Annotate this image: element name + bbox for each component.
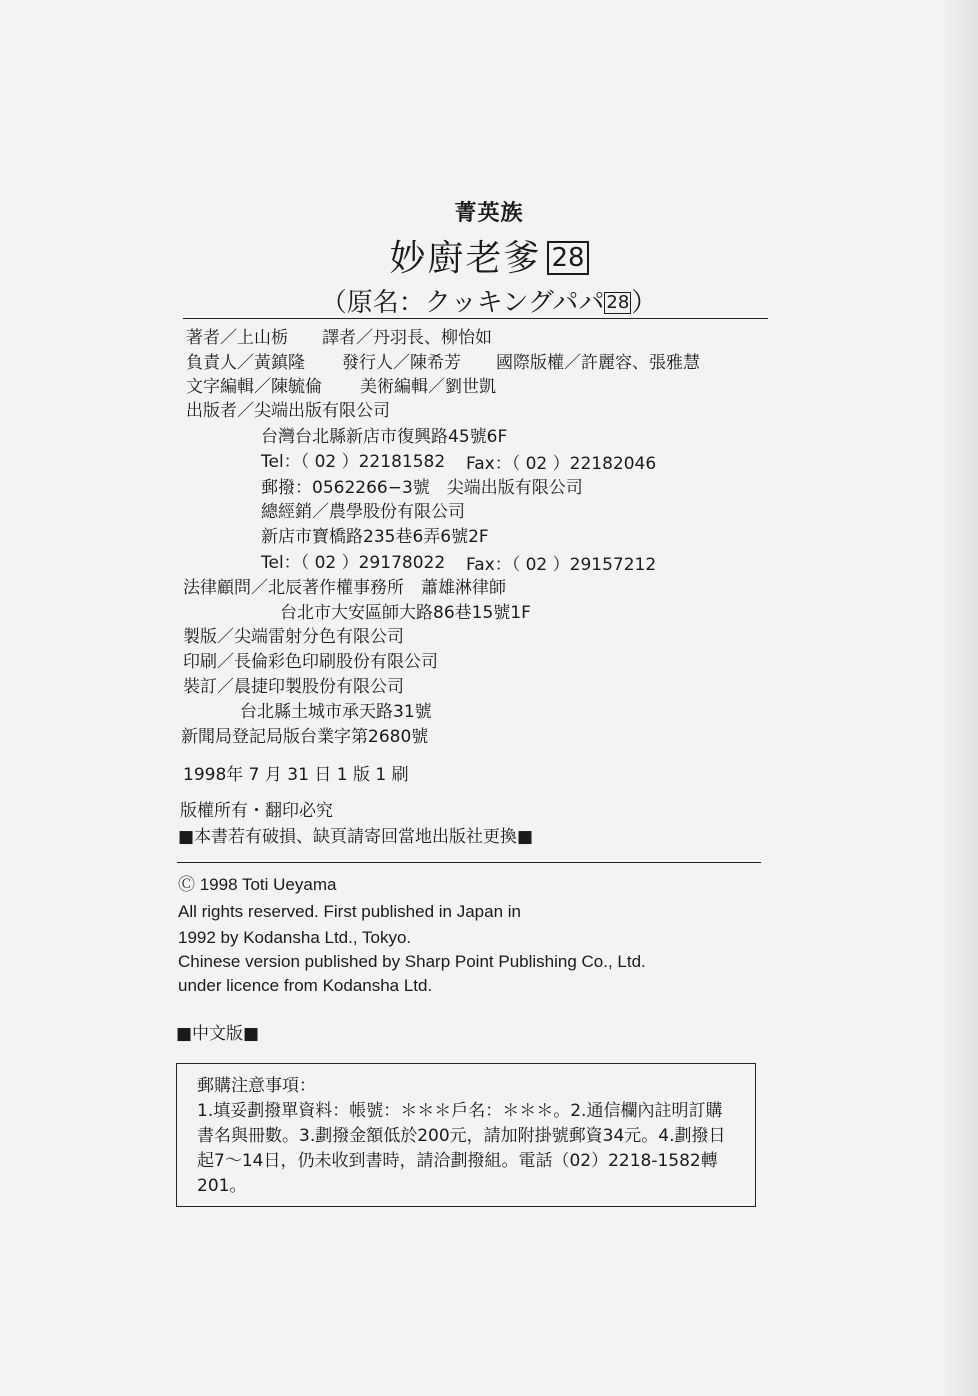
series-name: 菁英族 bbox=[454, 201, 524, 226]
credit-responsible: 負責人／黃鎮隆 bbox=[186, 353, 305, 373]
rights-reserved: 版權所有・翻印必究 bbox=[180, 801, 333, 821]
edition-date: 1998年 7 月 31 日 1 版 1 刷 bbox=[183, 765, 409, 785]
credit-text-editor: 文字編輯／陳毓倫 bbox=[186, 377, 322, 397]
original-title-close: ） bbox=[631, 288, 658, 318]
copyright-line-2: All rights reserved. First published in Japan in bbox=[178, 902, 521, 921]
copyright-line-3: 1992 by Kodansha Ltd., Tokyo. bbox=[178, 928, 412, 947]
distributor-fax: Fax：（ 02 ）29157212 bbox=[466, 555, 657, 575]
copyright-line-5: under licence from Kodansha Ltd. bbox=[178, 976, 433, 995]
credit-rights: 國際版權／許麗容、張雅慧 bbox=[496, 353, 700, 373]
header-rule bbox=[183, 318, 768, 319]
credit-legal: 法律顧問／北辰著作權事務所 蕭雄淋律師 bbox=[183, 578, 506, 598]
credit-author: 著者／上山栃 bbox=[186, 328, 288, 348]
notice-body: 1.填妥劃撥單資料：帳號：＊＊＊戶名：＊＊＊。2.通信欄內註明訂購書名與冊數。3.劃撥金額低於200元，請加附掛號郵資34元。4.劃撥日起7～14日，仍未收到書時，請洽劃撥組。電話（02）2218-1582轉201。 bbox=[197, 1101, 726, 1196]
credit-distributor: 總經銷／農學股份有限公司 bbox=[261, 502, 465, 522]
original-volume-box: 28 bbox=[606, 292, 630, 313]
copyright-line-4: Chinese version published by Sharp Point Publishing Co., Ltd. bbox=[178, 952, 646, 971]
postal-account: 郵撥：0562266−3號 尖端出版有限公司 bbox=[261, 478, 583, 498]
book-title-row bbox=[0, 230, 978, 281]
distributor-address: 新店市寶橋路235巷6弄6號2F bbox=[261, 527, 489, 547]
mail-order-notice-box bbox=[176, 1063, 756, 1207]
credit-printing: 印刷／長倫彩色印刷股份有限公司 bbox=[183, 652, 438, 672]
publisher-address: 台灣台北縣新店市復興路45號6F bbox=[261, 427, 508, 447]
credit-plate: 製版／尖端雷射分色有限公司 bbox=[183, 627, 404, 647]
credit-binding: 裝訂／晨捷印製股份有限公司 bbox=[183, 677, 404, 697]
credit-registration: 新聞局登記局版台業字第2680號 bbox=[181, 727, 429, 747]
publisher-fax: Fax：（ 02 ）22182046 bbox=[466, 454, 657, 474]
original-title-row bbox=[0, 282, 978, 319]
publisher-tel: Tel：（ 02 ）22181582 bbox=[261, 452, 446, 472]
volume-number-box: 28 bbox=[547, 241, 588, 275]
credit-translator: 譯者／丹羽長、柳怡如 bbox=[322, 328, 492, 348]
credit-art-editor: 美術編輯／劉世凱 bbox=[360, 377, 496, 397]
damage-notice: ■本書若有破損、缺頁請寄回當地出版社更換■ bbox=[178, 827, 534, 847]
notice-title: 郵購注意事項： bbox=[197, 1076, 316, 1096]
credit-publisher: 出版者／尖端出版有限公司 bbox=[186, 401, 390, 421]
original-title-text: （原名：クッキングパパ bbox=[320, 288, 605, 318]
binding-address: 台北縣土城市承天路31號 bbox=[240, 702, 432, 722]
book-title: 妙廚老爹 bbox=[389, 238, 542, 279]
legal-address: 台北市大安區師大路86巷15號1F bbox=[280, 603, 531, 623]
middle-rule bbox=[177, 862, 761, 863]
credit-publisher-person: 發行人／陳希芳 bbox=[342, 353, 461, 373]
copyright-line-1: Ⓒ 1998 Toti Ueyama bbox=[178, 875, 337, 894]
distributor-tel: Tel：（ 02 ）29178022 bbox=[261, 553, 446, 573]
chinese-edition-label: ■中文版■ bbox=[176, 1024, 260, 1044]
